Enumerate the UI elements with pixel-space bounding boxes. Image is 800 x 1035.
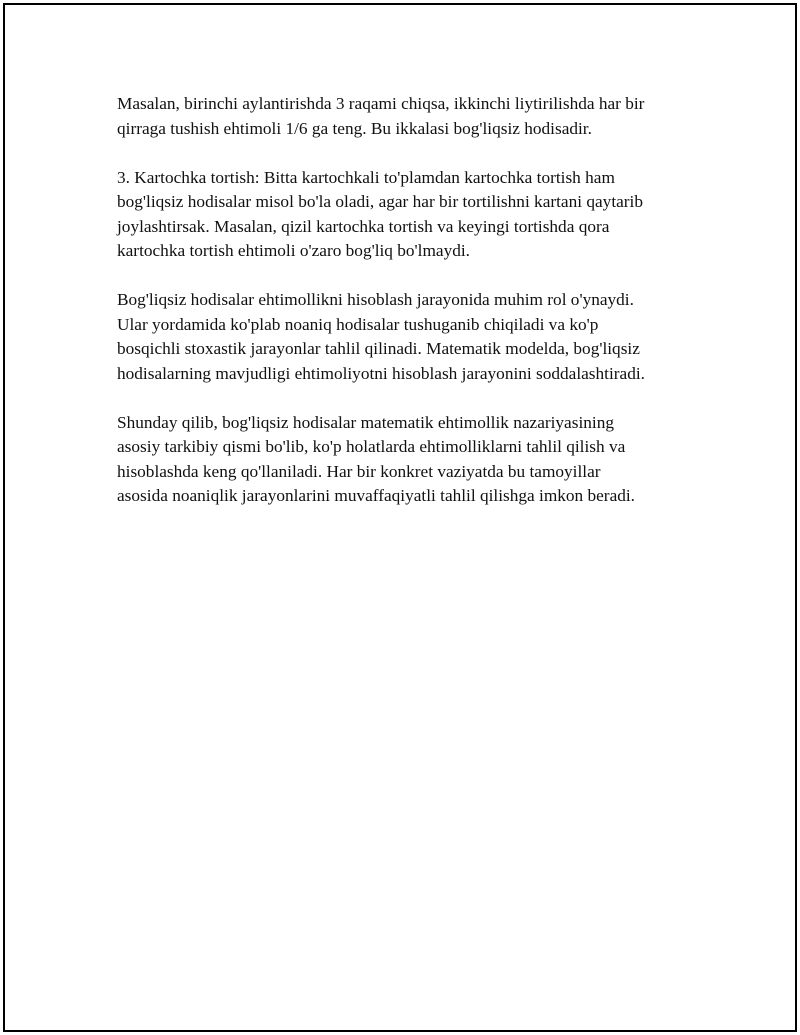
text-line: Shunday qilib, bog'liqsiz hodisalar matematik ehtimollik nazariyasining (117, 412, 614, 432)
text-line: qirraga tushish ehtimoli 1/6 ga teng. Bu ikkalasi bog'liqsiz hodisadir. (117, 118, 592, 138)
text-line: Bog'liqsiz hodisalar ehtimollikni hisoblash jarayonida muhim rol o'ynaydi. (117, 290, 634, 309)
paragraph-2 (117, 166, 707, 264)
text-line: 3. Kartochka tortish: Bitta kartochkali to'plamdan kartochka tortish ham (117, 167, 615, 187)
paragraph-3 (117, 288, 707, 386)
paragraph-4 (117, 411, 707, 509)
text-line: Masalan, birinchi aylantirishda 3 raqami chiqsa, ikkinchi liytirilishda har bir (117, 94, 645, 113)
text-line: hodisalarning mavjudligi ehtimoliyotni hisoblash jarayonini soddalashtiradi. (117, 363, 645, 383)
text-line: Ular yordamida ko'plab noaniq hodisalar tushuganib chiqiladi va ko'p (117, 314, 599, 334)
text-line: bosqichli stoxastik jarayonlar tahlil qilinadi. Matematik modelda, bog'liqsiz (117, 339, 640, 358)
text-line: asosida noaniqlik jarayonlarini muvaffaqiyatli tahlil qilishga imkon beradi. (117, 486, 635, 505)
text-line: hisoblashda keng qo'llaniladi. Har bir konkret vaziyatda bu tamoyillar (117, 461, 601, 481)
text-line: bog'liqsiz hodisalar misol bo'la oladi, agar har bir tortilishni kartani qaytarib (117, 192, 643, 211)
paragraph-1 (117, 92, 707, 141)
text-line: joylashtirsak. Masalan, qizil kartochka tortish va keyingi tortishda qora (117, 216, 610, 236)
document-body (117, 92, 707, 533)
text-line: kartochka tortish ehtimoli o'zaro bog'liq bo'lmaydi. (117, 241, 470, 260)
text-line: asosiy tarkibiy qismi bo'lib, ko'p holatlarda ehtimolliklarni tahlil qilish va (117, 437, 626, 456)
